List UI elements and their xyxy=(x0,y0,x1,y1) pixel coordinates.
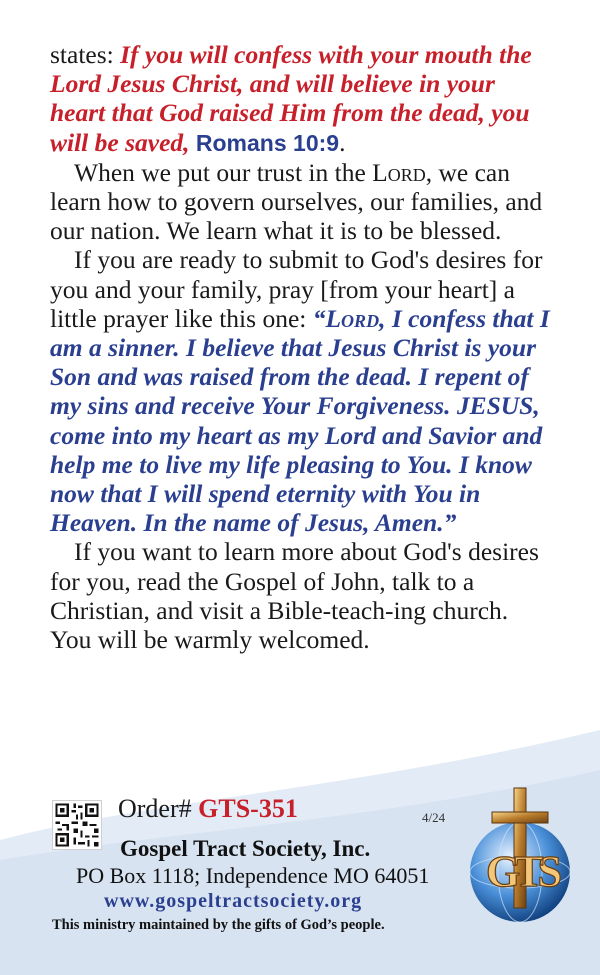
order-code: GTS-351 xyxy=(198,794,298,823)
print-date-code: 4/24 xyxy=(422,810,446,825)
trust-text-b: , we can learn how to govern ourselves, our families, and our nation. We learn what it is to be blessed. xyxy=(50,157,543,246)
scripture-lead: states: xyxy=(50,40,121,69)
scripture-reference: Romans 10:9 xyxy=(195,129,340,156)
mailing-address: PO Box 1118; Independence MO 64051 xyxy=(76,863,430,888)
order-label: Order# xyxy=(118,794,199,823)
paragraph-trust xyxy=(50,158,550,246)
cross-globe-logo-icon xyxy=(458,780,588,930)
prayer-text: , I confess that I am a sinner. I believe that Jesus Christ is your Son and was raised from the dead. I repent of my sins and receive Your Forgiveness. JESUS, come into my heart as my Lord and Savior and help me to live my life pleasing to You. I know now that I will spend eternity with You in Heaven. In the name of Jesus, Amen.” xyxy=(50,303,550,538)
order-number xyxy=(118,794,298,824)
trust-lord: Lord xyxy=(372,157,426,187)
website-link[interactable]: www.gospeltractsociety.org xyxy=(104,890,363,912)
qr-code-icon[interactable] xyxy=(52,800,102,850)
scripture-period: . xyxy=(339,127,346,157)
organization-name: Gospel Tract Society, Inc. xyxy=(120,836,371,861)
tract-footer xyxy=(0,780,600,975)
scripture-quote: If you will confess with your mouth the Lord Jesus Christ, and will believe in your heart that God raised Him from the dead, you will be saved, xyxy=(50,40,532,157)
paragraph-learn-more: If you want to learn more about God's desires for you, read the Gospel of John, talk to a Christian, and visit a Bible-teach-ing church. You will be warmly welcomed. xyxy=(50,537,539,655)
logo-letters: GTS xyxy=(485,847,557,896)
ministry-note: This ministry maintained by the gifts of God’s people. xyxy=(52,917,385,933)
prayer-lord: Lord xyxy=(325,303,380,333)
trust-text-a: When we put our trust in the xyxy=(74,157,373,187)
prayer-open-quote: “ xyxy=(312,303,326,333)
paragraph-prayer xyxy=(50,245,550,537)
prayer-intro: If you are ready to submit to God's desires for you and your family, pray [from your heart] a little prayer like this one: xyxy=(50,245,543,333)
tract-body-text xyxy=(50,40,550,654)
paragraph-scripture xyxy=(50,40,550,158)
